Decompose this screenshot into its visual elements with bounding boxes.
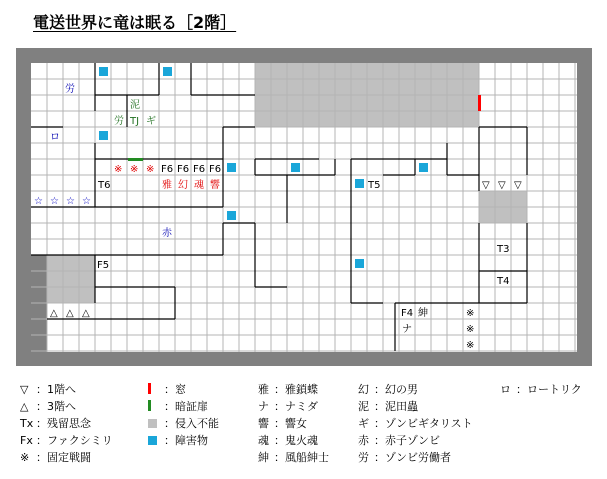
legend-item: ▽ ：1階へ — [20, 383, 76, 396]
up-star: ☆ — [34, 196, 43, 207]
up-star: ☆ — [50, 196, 59, 207]
legend-item: ：侵入不能 — [148, 417, 219, 431]
enemy-label-gi: ギ — [146, 116, 156, 127]
facsimile-label: F6 — [177, 164, 190, 175]
thought-label: T6 — [98, 180, 111, 191]
enemy-label-aka: 赤 — [162, 228, 172, 239]
enemy-label-dei: 泥 — [130, 100, 140, 111]
enemy-label-gen: 幻 — [178, 180, 188, 191]
legend-item: 泥 ：泥田蟲 — [358, 400, 418, 413]
obstacle — [227, 163, 236, 172]
obstacle — [163, 67, 172, 76]
legend-item: 響 ：響女 — [258, 417, 307, 430]
up-stairs: △ — [50, 308, 58, 319]
enemy-label-mei: 雅 — [162, 180, 172, 191]
enemy-label-kyo: 響 — [210, 180, 220, 191]
up-star: ☆ — [82, 196, 91, 207]
obstacle — [99, 131, 108, 140]
legend-item: 労 ：ゾンビ労働者 — [358, 451, 451, 464]
legend-item: 幻 ：幻の男 — [358, 383, 418, 396]
fixed-battle-mark: ※ — [130, 164, 139, 175]
legend-item: Tx ：残留思念 — [20, 417, 91, 430]
facsimile-label: F6 — [209, 164, 222, 175]
obstacle — [355, 259, 364, 268]
up-star: ☆ — [66, 196, 75, 207]
obstacle — [227, 211, 236, 220]
obstacle — [291, 163, 300, 172]
thought-label: T5 — [368, 180, 381, 191]
enemy-label-na: ナ — [402, 324, 412, 335]
facsimile-label: F5 — [97, 260, 110, 271]
fixed-battle-mark: ※ — [146, 164, 155, 175]
enemy-label-rou: 労 — [114, 116, 124, 127]
legend-item: △ ：3階へ — [20, 400, 76, 413]
map-title: 電送世界に竜は眠る［2階］ — [33, 13, 237, 32]
legend-item: ：窓 — [148, 383, 186, 397]
fixed-battle-mark: ※ — [466, 324, 475, 335]
fixed-battle-mark: ※ — [466, 308, 475, 319]
tj-label: TJ — [130, 116, 140, 127]
legend-item: 雅 ：雅鎖蝶 — [258, 383, 318, 396]
enemy-label-ro: ロ — [50, 132, 60, 143]
down-stairs: ▽ — [498, 180, 506, 191]
legend-item: ナ ：ナミダ — [258, 400, 318, 413]
legend-item: ロ ：ロートリク — [500, 383, 582, 396]
legend-item: ギ ：ゾンビギタリスト — [358, 417, 473, 430]
window — [478, 95, 481, 111]
legend-item: Fx ：ファクシミリ — [20, 434, 113, 447]
thought-label: T4 — [497, 276, 510, 287]
down-stairs: ▽ — [514, 180, 522, 191]
legend-item: ※ ：固定戦闘 — [20, 451, 91, 464]
fixed-battle-mark: ※ — [114, 164, 123, 175]
legend-item: ：障害物 — [148, 434, 208, 448]
enemy-label-shin: 紳 — [418, 308, 428, 319]
enemy-label-rou: 労 — [65, 84, 75, 95]
obstacle — [355, 179, 364, 188]
thought-label: T3 — [497, 244, 510, 255]
secret-door — [128, 158, 143, 161]
facsimile-label: F4 — [401, 308, 414, 319]
facsimile-label: F6 — [161, 164, 174, 175]
blocked-area — [47, 255, 95, 303]
obstacle — [419, 163, 428, 172]
up-stairs: △ — [82, 308, 90, 319]
enemy-label-kon: 魂 — [194, 180, 204, 191]
legend-item: 赤 ：赤子ゾンビ — [358, 434, 440, 447]
obstacle — [99, 67, 108, 76]
up-stairs: △ — [66, 308, 74, 319]
fixed-battle-mark: ※ — [466, 340, 475, 351]
down-stairs: ▽ — [482, 180, 490, 191]
legend-item: 紳 ：風船紳士 — [258, 451, 329, 464]
legend-item: ：暗証扉 — [148, 400, 208, 414]
legend-item: 魂 ：鬼火魂 — [258, 434, 318, 447]
facsimile-label: F6 — [193, 164, 206, 175]
